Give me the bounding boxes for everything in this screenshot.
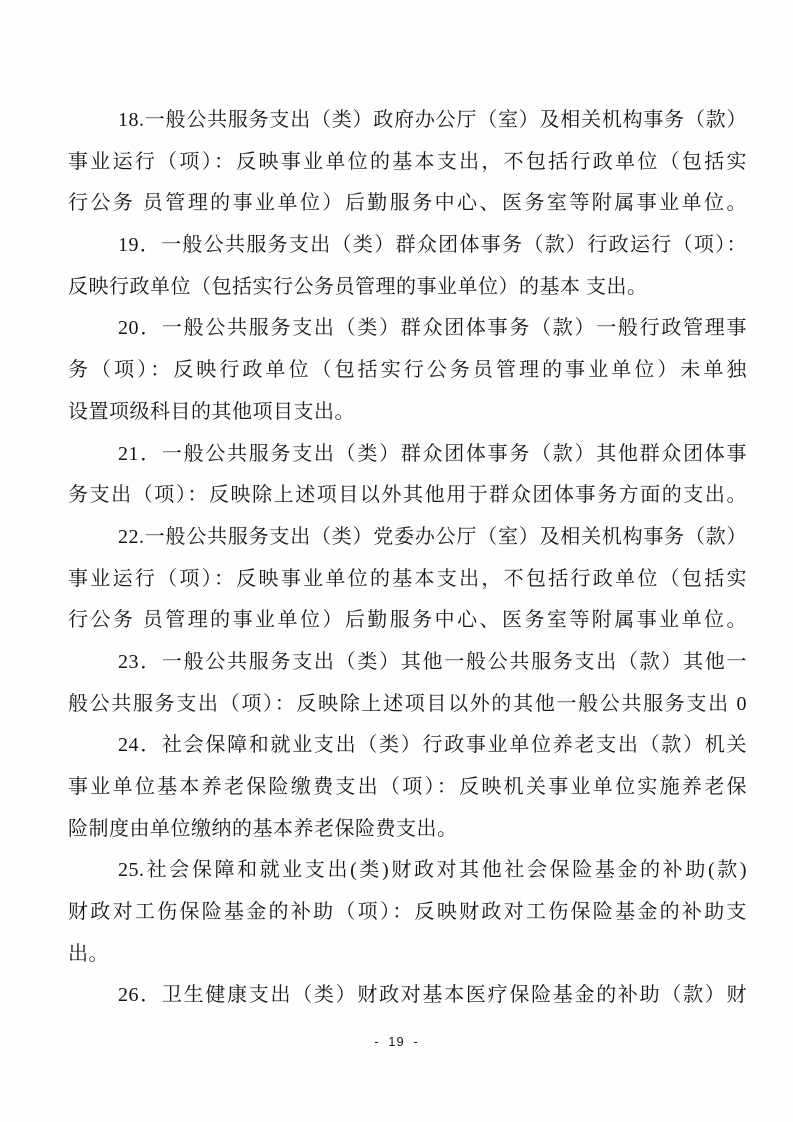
text-line: 24．社会保障和就业支出（类）行政事业单位养老支出（款）机关: [118, 734, 747, 757]
text-line: 行公务 员管理的事业单位）后勤服务中心、医务室等附属事业单位。: [68, 609, 747, 632]
text-line: 20．一般公共服务支出（类）群众团体事务（款）一般行政管理事: [118, 317, 747, 340]
paragraph-24: [68, 725, 747, 850]
text-line: 21．一般公共服务支出（类）群众团体事务（款）其他群众团体事: [118, 442, 747, 465]
text-line: 19．一般公共服务支出（类）群众团体事务（款）行政运行（项）：: [118, 234, 747, 257]
text-line: 设置项级科目的其他项目支出。: [68, 400, 355, 423]
paragraph-19: [68, 225, 747, 308]
text-line: 行公务 员管理的事业单位）后勤服务中心、医务室等附属事业单位。: [68, 192, 747, 215]
text-line: 18.一般公共服务支出（类）政府办公厅（室）及相关机构事务（款）: [118, 109, 747, 131]
text-line: 事业运行（项）：反映事业单位的基本支出，不包括行政单位（包括实: [68, 567, 747, 590]
text-line: 22.一般公共服务支出（类）党委办公厅（室）及相关机构事务（款）: [118, 525, 747, 548]
text-line: 25.社会保障和就业支出(类)财政对其他社会保险基金的补助(款): [118, 859, 747, 882]
paragraph-23: [68, 642, 747, 725]
text-line: 事业单位基本养老保险缴费支出（项）：反映机关事业单位实施养老保: [68, 776, 747, 798]
paragraph-25: [68, 850, 747, 975]
text-line: 务支出（项）：反映除上述项目以外其他用于群众团体事务方面的支出。: [68, 484, 747, 507]
text-line: 23．一般公共服务支出（类）其他一般公共服务支出（款）其他一: [118, 650, 747, 673]
text-line: 26．卫生健康支出（类）财政对基本医疗保险基金的补助（款）财: [118, 984, 747, 1007]
page-number: - 19 -: [374, 1034, 419, 1049]
text-line: 出。: [68, 942, 109, 965]
text-line: 般公共服务支出（项）：反映除上述项目以外的其他一般公共服务支出 0: [68, 692, 747, 715]
paragraph-21: [68, 434, 747, 517]
text-line: 反映行政单位（包括实行公务员管理的事业单位）的基本 支出。: [68, 275, 648, 298]
text-block: [68, 100, 747, 1017]
text-line: 险制度由单位缴纳的基本养老保险费支出。: [68, 817, 458, 840]
text-line: 财政对工伤保险基金的补助（项）：反映财政对工伤保险基金的补助支: [68, 901, 747, 924]
text-line: 务（项）：反映行政单位（包括实行公务员管理的事业单位）未单独: [68, 359, 747, 382]
paragraph-22: [68, 517, 747, 642]
paragraph-18: [68, 100, 747, 225]
paragraph-20: [68, 308, 747, 433]
paragraph-26: [68, 975, 747, 1017]
text-line: 事业运行（项）：反映事业单位的基本支出，不包括行政单位（包括实: [68, 150, 747, 173]
